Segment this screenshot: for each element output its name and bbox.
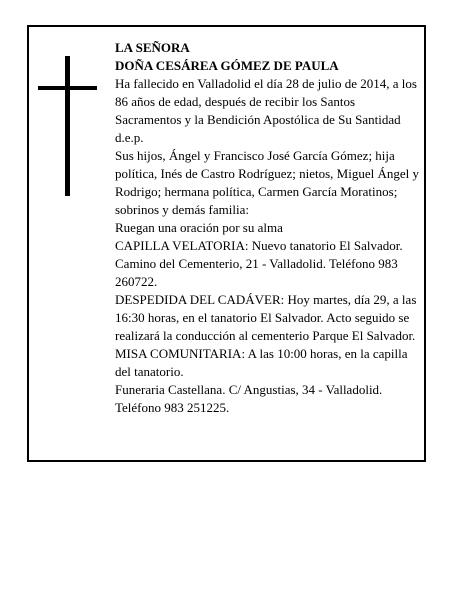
obituary-deceased-name: DOÑA CESÁREA GÓMEZ DE PAULA (115, 58, 339, 73)
obituary-text (115, 39, 423, 417)
obituary-farewell-details: DESPEDIDA DEL CADÁVER: Hoy martes, día 29, a las 16:30 horas, en el tanatorio El Salvador. Acto seguido se realizará la conducción al cementerio Parque El Salvador. (115, 292, 417, 343)
obituary-funeral-home: Funeraria Castellana. C/ Angustias, 34 - Valladolid. Teléfono 983 251225. (115, 382, 383, 415)
cross-icon-horizontal-bar (38, 86, 97, 90)
obituary-family-list: Sus hijos, Ángel y Francisco José García Gómez; hija política, Inés de Castro Rodríguez; nietos, Miguel Ángel y Rodrigo; hermana política, Carmen García Moratinos; sobrinos y demás familia: (115, 148, 419, 217)
cross-icon-vertical-bar (65, 56, 70, 196)
obituary-death-announcement: Ha fallecido en Valladolid el día 28 de julio de 2014, a los 86 años de edad, después de recibir los Santos Sacramentos y la Bendición Apostólica de Su Santidad d.e.p. (115, 76, 417, 145)
obituary-mass-details: MISA COMUNITARIA: A las 10:00 horas, en la capilla del tanatorio. (115, 346, 408, 379)
obituary-wake-chapel: CAPILLA VELATORIA: Nuevo tanatorio El Salvador. Camino del Cementerio, 21 - Valladolid. Teléfono 983 260722. (115, 238, 403, 289)
obituary-heading-title: LA SEÑORA (115, 40, 190, 55)
obituary-prayer-request: Ruegan una oración por su alma (115, 220, 283, 235)
